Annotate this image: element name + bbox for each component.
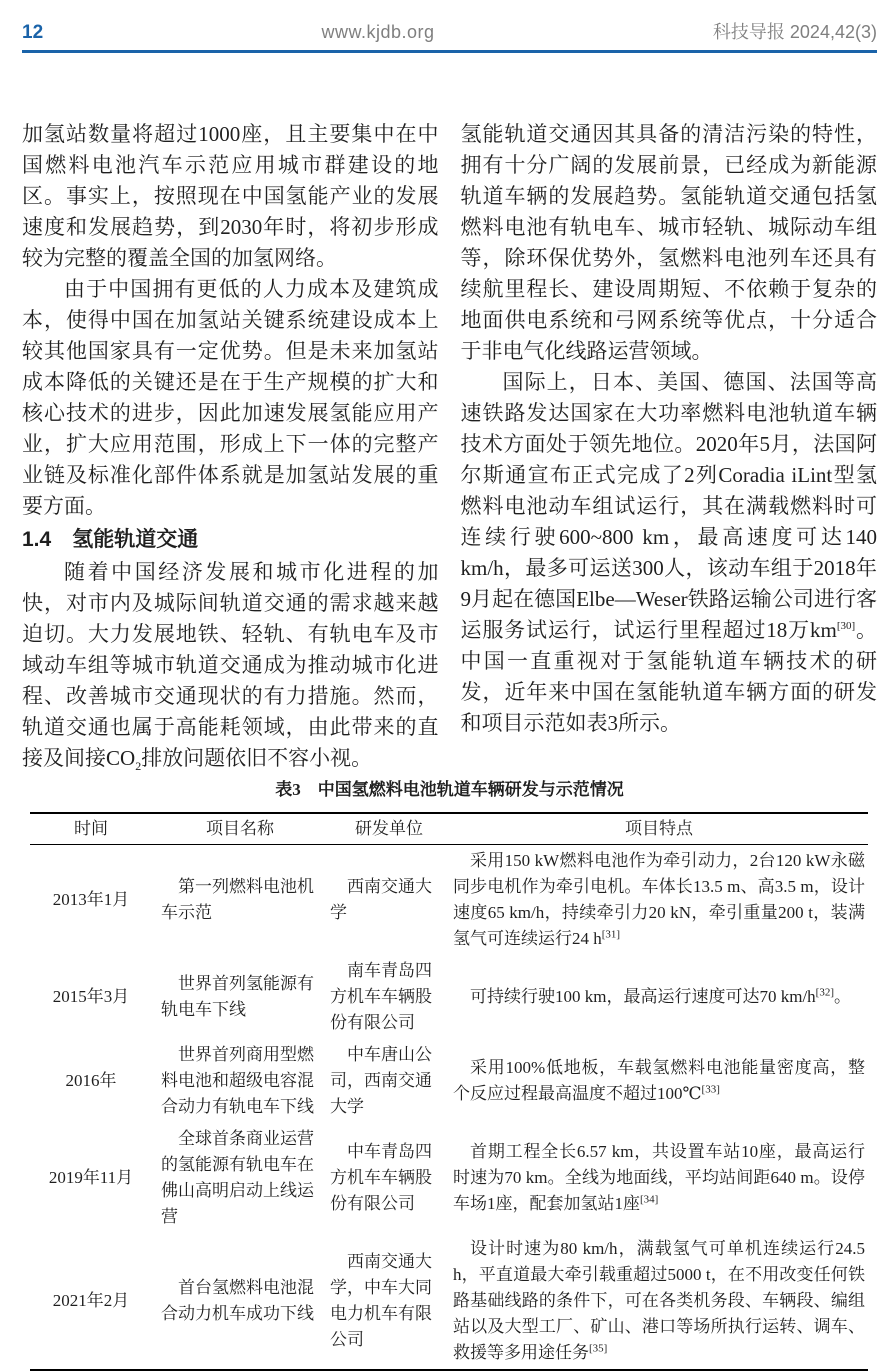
cell-project-name: 第一列燃料电池机车示范: [161, 877, 314, 922]
column-header: 研发单位: [355, 819, 423, 838]
cell-project-name: 全球首条商业运营的氢能源有轨电车在佛山高明启动上线运营: [161, 1129, 314, 1226]
paragraph: 随着中国经济发展和城市化进程的加快，对市内及城际间轨道交通的需求越来越迫切。大力发展地铁、轻轨、有轨电车及市域动车组等城市轨道交通成为推动城市化进程、改善城市交通现状的有力措施。然而，轨道交通也属于高能耗领域，由此带来的直接及间接$CO_2$排放问题依旧不容小视。: [22, 560, 439, 774]
cell-developer: 西南交通大学，中车大同电力机车有限公司: [330, 1252, 432, 1349]
article-body: [22, 119, 877, 774]
table-row: [30, 1039, 868, 1123]
header-rule: [22, 50, 877, 53]
column-header: 时间: [74, 819, 108, 838]
cell-time: 2013年1月: [52, 890, 130, 909]
page-number: 12: [22, 22, 44, 43]
reference-superscript: [31]: [601, 928, 621, 941]
cell-features: 采用100%低地板，车载氢燃料电池能量密度高，整个反应过程最高温度不超过100℃[33]: [453, 1058, 865, 1103]
table-row: [30, 1123, 868, 1233]
cell-project-name: 世界首列商用型燃料电池和超级电容混合动力有轨电车下线: [161, 1045, 314, 1116]
paragraph: 加氢站数量将超过1000座，且主要集中在中国燃料电池汽车示范应用城市群建设的地区。事实上，按照现在中国氢能产业的发展速度和发展趋势，到2030年时，将初步形成较为完整的覆盖全国的加氢网络。: [22, 122, 439, 270]
page-header: [22, 18, 877, 44]
cell-features: 首期工程全长6.57 km，共设置车站10座，最高运行时速为70 km。全线为地面线，平均站间距640 m。设停车场1座，配套加氢站1座[34]: [453, 1142, 865, 1213]
cell-project-name: 世界首列氢能源有轨电车下线: [161, 974, 314, 1019]
table-row: [30, 1233, 868, 1370]
cell-time: 2015年3月: [52, 987, 130, 1006]
cell-features: 可持续行驶100 km，最高运行速度可达70 km/h[32]。: [470, 986, 851, 1006]
cell-project-name: 首台氢燃料电池混合动力机车成功下线: [161, 1278, 314, 1323]
reference-superscript: [33]: [701, 1083, 720, 1096]
table-header-row: [30, 813, 868, 845]
column-header: 项目特点: [625, 819, 693, 838]
subscript: 2: [135, 759, 142, 774]
cell-time: 2021年2月: [52, 1291, 130, 1310]
cell-developer: 中车唐山公司，西南交通大学: [330, 1045, 432, 1116]
site-url: www.kjdb.org: [321, 22, 435, 42]
column-header: 项目名称: [206, 819, 274, 838]
table-caption: 表3 中国氢燃料电池轨道车辆研发与示范情况: [275, 780, 624, 799]
reference-superscript: [30]: [836, 620, 856, 632]
cell-time: 2016年: [65, 1071, 117, 1090]
reference-superscript: [34]: [640, 1193, 659, 1206]
reference-superscript: [35]: [589, 1342, 608, 1355]
cell-features: 采用150 kW燃料电池作为牵引动力，2台120 kW永磁同步电机作为牵引电机。车体长13.5 m、高3.5 m，设计速度65 km/h，持续牵引力20 kN，牵引重量200 t，装满氢气可连续运行24 h[31]: [453, 851, 865, 948]
journal-issue: 科技导报 2024,42(3): [712, 22, 877, 42]
right-column: [461, 119, 878, 774]
paragraph: 由于中国拥有更低的人力成本及建筑成本，使得中国在加氢站关键系统建设成本上较其他国家具有一定优势。但是未来加氢站成本降低的关键还是在于生产规模的扩大和核心技术的进步，因此加速发展氢能应用产业，扩大应用范围，形成上下一体的完整产业链及标准化部件体系就是加氢站发展的重要方面。: [22, 277, 439, 518]
left-column: [22, 119, 439, 774]
paragraph: 氢能轨道交通因其具备的清洁污染的特性，拥有十分广阔的发展前景，已经成为新能源轨道车辆的发展趋势。氢能轨道交通包括氢燃料电池有轨电车、城市轻轨、城际动车组等，除环保优势外，氢燃料电池列车还具有续航里程长、建设周期短、不依赖于复杂的地面供电系统和弓网系统等优点，十分适合于非电气化线路运营领域。: [460, 122, 877, 363]
cell-developer: 南车青岛四方机车车辆股份有限公司: [330, 961, 432, 1032]
section-heading: 1.4 氢能轨道交通: [22, 528, 199, 551]
research-table: [30, 812, 868, 1371]
table-row: [30, 955, 868, 1039]
cell-developer: 西南交通大学: [330, 877, 432, 922]
cell-features: 设计时速为80 km/h，满载氢气可单机连续运行24.5 h，平直道最大牵引载重超过5000 t，在不用改变任何铁路基础线路的条件下，可在各类机务段、车辆段、编组站以及大型工厂、矿山、港口等场所执行运转、调车、救援等多用途任务[35]: [453, 1239, 865, 1362]
reference-superscript: [32]: [815, 986, 834, 999]
cell-developer: 中车青岛四方机车车辆股份有限公司: [330, 1142, 432, 1213]
table-row: [30, 845, 868, 956]
paragraph: 国际上，日本、美国、德国、法国等高速铁路发达国家在大功率燃料电池轨道车辆技术方面处于领先地位。2020年5月，法国阿尔斯通宣布正式完成了2列Coradia iLint型氢燃料电池动车组试运行，其在满载燃料时可连续行驶600~800 km，最高速度可达140 km/h，最多可运送300人，该动车组于2018年9月起在德国Elbe—Weser铁路运输公司进行客运服务试运行，试运行里程超过18万km[30]。中国一直重视对于氢能轨道车辆技术的研发，近年来中国在氢能轨道车辆方面的研发和项目示范如表3所示。: [460, 370, 877, 735]
cell-time: 2019年11月: [48, 1168, 134, 1187]
